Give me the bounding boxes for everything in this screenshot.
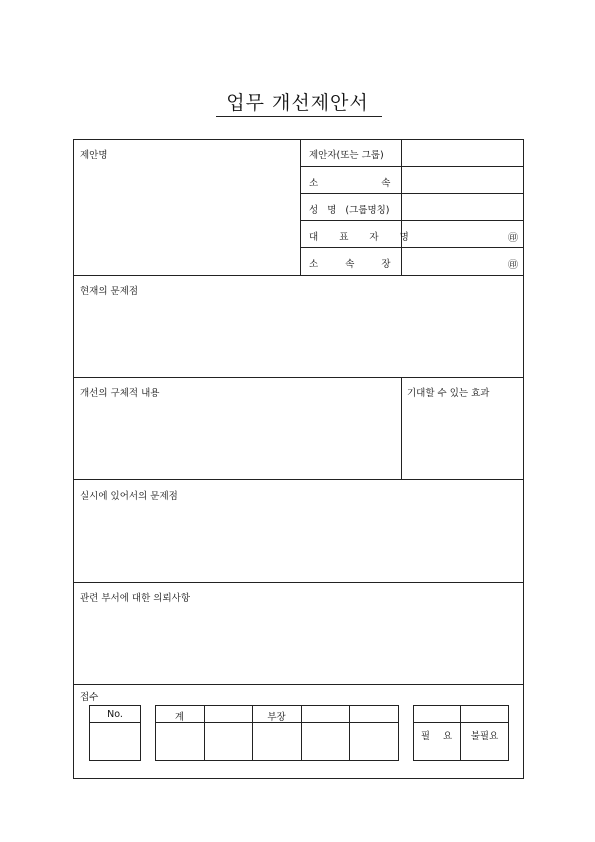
- approval-col-1: [204, 705, 205, 761]
- row-line-4: [300, 247, 524, 248]
- divider-proposal: [73, 275, 524, 276]
- form-frame: [73, 139, 524, 779]
- name-group-label: 성 명 (그룹명칭): [309, 205, 390, 216]
- improvement-details-label: 개선의 구체적 내용: [80, 388, 160, 399]
- proposal-value-divider: [401, 139, 402, 275]
- related-dept-requests-label: 관련 부서에 대한 의뢰사항: [80, 593, 191, 604]
- row-line-3: [300, 220, 524, 221]
- row-line-2: [300, 193, 524, 194]
- divider-improvement: [73, 479, 524, 480]
- current-problems-label: 현재의 문제점: [80, 286, 139, 297]
- representative-label: 대 표 자 명: [309, 232, 409, 243]
- proposal-col-divider: [300, 139, 301, 275]
- implementation-problems-label: 실시에 있어서의 문제점: [80, 491, 178, 502]
- not-needed-label: 불필요: [470, 731, 499, 742]
- row-line-1: [300, 166, 524, 167]
- reception-no-label: No.: [107, 709, 123, 720]
- reception-no-line: [89, 722, 141, 723]
- approval-bujang-label: 부장: [267, 712, 286, 723]
- approval-gye-label: 계: [174, 712, 185, 723]
- approval-col-3: [301, 705, 302, 761]
- title-underline: [216, 116, 382, 117]
- expected-effect-label: 기대할 수 있는 효과: [407, 388, 490, 399]
- dept-label: [309, 175, 395, 189]
- improvement-col-divider: [401, 377, 402, 479]
- approval-col-4: [349, 705, 350, 761]
- necessity-line: [413, 722, 509, 723]
- dept-label-text: 소 속: [309, 178, 391, 189]
- proposal-name-label: 제안명: [80, 150, 108, 161]
- divider-requests: [73, 684, 524, 685]
- document-title: 업무 개선제안서: [226, 92, 369, 114]
- divider-implementation: [73, 582, 524, 583]
- dept-head-seal: ㊞: [508, 260, 518, 271]
- reception-label: 접수: [80, 692, 99, 703]
- proposer-label: 제안자(또는 그룹): [309, 150, 384, 161]
- needed-label: 필 요: [420, 731, 453, 742]
- representative-seal: ㊞: [508, 233, 518, 244]
- dept-head-label: 소 속 장: [309, 259, 391, 270]
- divider-current: [73, 377, 524, 378]
